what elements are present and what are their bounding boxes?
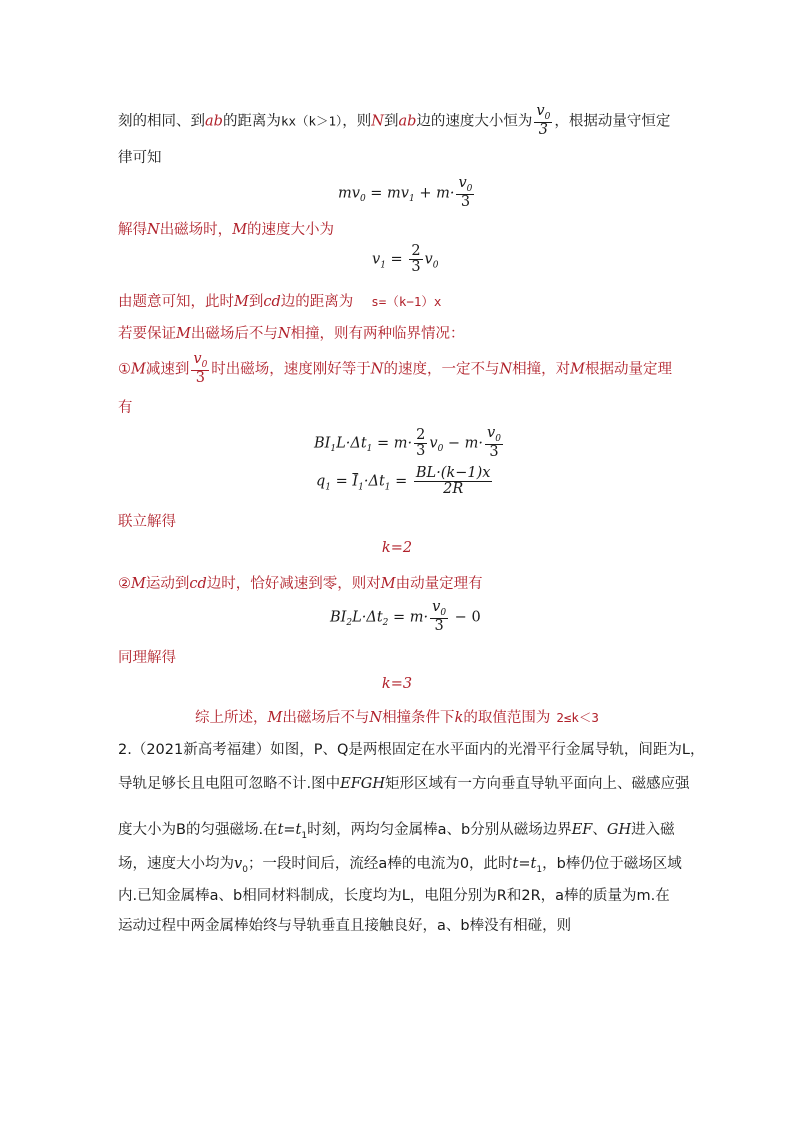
summary-line: 综上所述，M出磁场后不与N相撞条件下k的取值范围为 2≤k＜3 — [195, 710, 599, 726]
question-text: 2.（2021新高考福建）如图，P、Q是两根固定在水平面内的光滑平行金属导轨，间距为L， — [118, 742, 705, 758]
text-line: 由题意可知，此时M到cd边的距离为 s=（k−1）x — [118, 294, 442, 310]
fraction: $\frac{BL\cdot(k-1)x}{2R}$ — [415, 465, 491, 498]
fraction: $\frac{v_0}{3}$ — [536, 103, 551, 139]
equation: $v_1$ = $\frac{2}{3}$ $v_0$ — [372, 243, 439, 276]
result: k=2 — [381, 540, 413, 556]
question-text: 运动过程中两金属棒始终与导轨垂直且接触良好，a、b棒没有相碰，则 — [118, 918, 572, 934]
text: 刻的相同、到 — [118, 113, 205, 130]
question-text: 内.已知金属棒a、b相同材料制成，长度均为L，电阻分别为R和2R，a棒的质量为m.在 — [118, 888, 670, 904]
fraction: $\frac{v_0}{3}$ — [487, 425, 501, 461]
variable: ab — [398, 113, 417, 130]
text: 边的速度大小恒为 — [416, 113, 533, 130]
text-line: 有 — [118, 400, 133, 416]
equation: $q_1 = \overline{I}_1\cdot\Delta t_1$ = $\frac{BL\cdot(k-1)x}{2R}$ — [316, 465, 491, 498]
equation: $mv_0 = mv_1 + m\cdot$ $\frac{v_0}{3}$ — [338, 175, 473, 211]
fraction: $\frac{v_0}{3}$ — [458, 175, 473, 211]
fraction: $\frac{2}{3}$ — [416, 426, 426, 459]
question-text: 度大小为B的匀强磁场.在$t=t_1$时刻，两均匀金属棒a、b分别从磁场边界EF、GH进入磁 — [118, 822, 675, 841]
result: k=3 — [381, 676, 413, 692]
fraction: $\frac{v_0}{3}$ — [432, 599, 447, 635]
text: kx（k＞1） — [280, 113, 343, 129]
text: 到 — [383, 113, 399, 130]
text-line: 解得N出磁场时，M的速度大小为 — [118, 222, 335, 238]
text-line: 若要保证M出磁场后不与N相撞，则有两种临界情况： — [118, 326, 465, 342]
text-line: 联立解得 — [118, 514, 176, 530]
text: ，根据动量守恒定 — [554, 113, 671, 130]
equation: $BI_1L\cdot\Delta t_1 = m\cdot$ $\frac{2}{3}$ $v_0 - m\cdot$ $\frac{v_0}{3}$ — [314, 425, 501, 461]
fraction: $\frac{2}{3}$ — [411, 243, 421, 276]
question-text: 导轨足够长且电阻可忽略不计.图中EFGH矩形区域有一方向垂直导轨平面向上、磁感应强 — [118, 776, 690, 792]
text: 的距离为 — [222, 113, 281, 130]
question-text: 场，速度大小均为$v_0$；一段时间后，流经a棒的电流为0，此时$t=t_1$，b棒仍位于磁场区域 — [118, 856, 682, 875]
fraction: $\frac{v_0}{3}$ — [193, 351, 208, 387]
variable: ab — [205, 113, 223, 130]
text-line: 律可知 — [118, 150, 162, 166]
text-line: ①M减速到 $\frac{v_0}{3}$ 时出磁场，速度刚好等于N的速度，一定不与N相撞，对M根据动量定理 — [118, 351, 673, 387]
text-line — [118, 104, 670, 139]
variable: N — [371, 113, 384, 130]
equation: $BI_2L\cdot\Delta t_2 = m\cdot$ $\frac{v_0}{3}$ − 0 — [330, 599, 481, 635]
text: ，则 — [342, 113, 372, 130]
text-line: 同理解得 — [118, 650, 176, 666]
text-line: ②M运动到cd边时，恰好减速到零，则对M由动量定理有 — [118, 576, 483, 592]
